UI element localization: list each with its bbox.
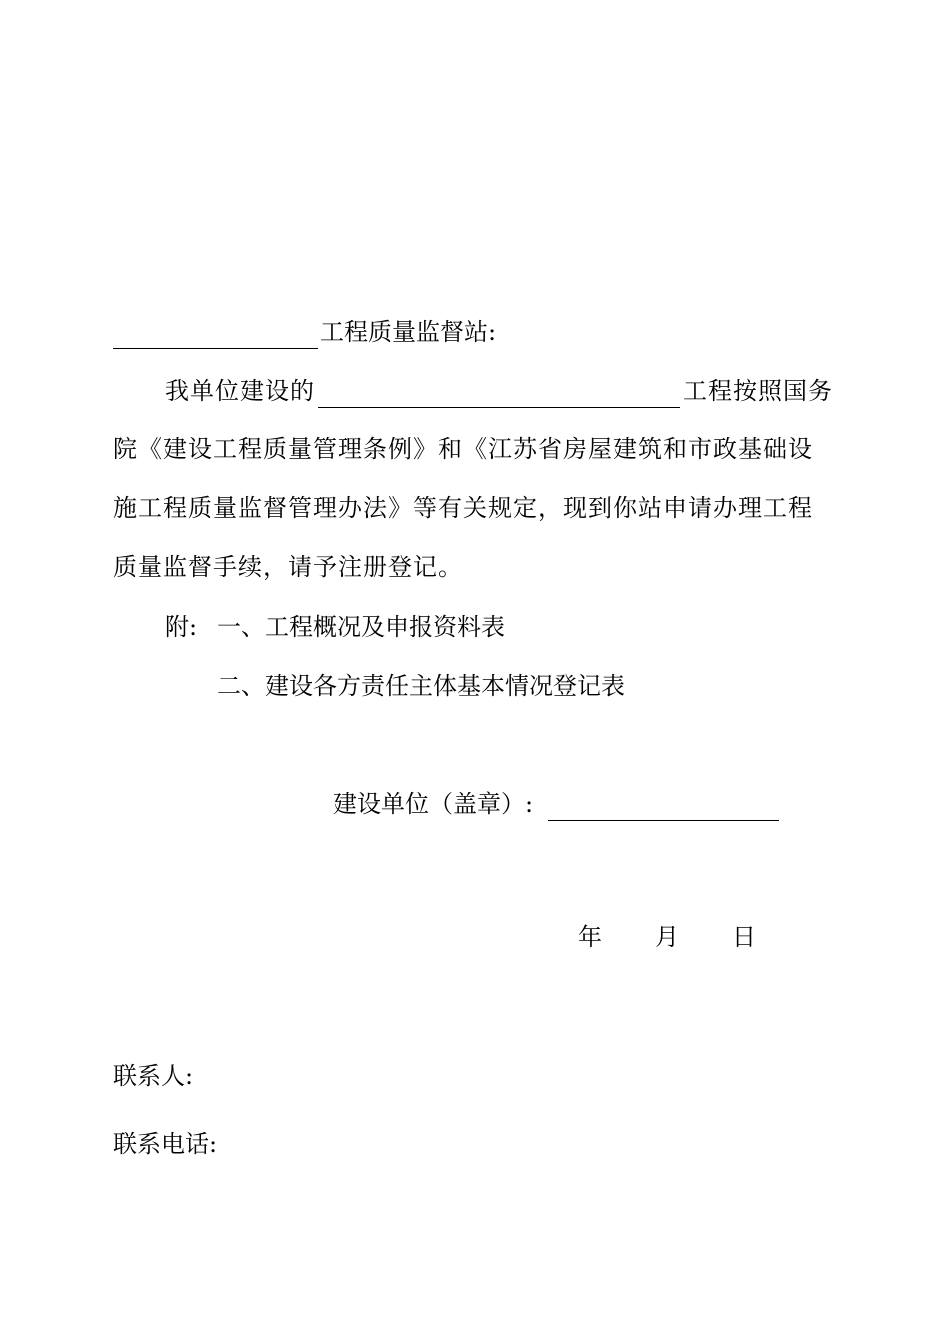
date-day: 日 [732, 923, 756, 951]
letter-line-3: 施工程质量监督管理办法》等有关规定，现到你站申请办理工程 [113, 494, 813, 522]
date-year: 年 [578, 923, 602, 951]
letter-line-4: 质量监督手续，请予注册登记。 [113, 553, 463, 581]
attachments-prefix: 附: [165, 613, 198, 641]
project-name-blank[interactable] [318, 407, 680, 408]
date-month: 月 [655, 923, 679, 951]
station-name-blank[interactable] [113, 348, 318, 349]
contact-person-label: 联系人: [113, 1062, 194, 1090]
contact-phone-label: 联系电话: [113, 1130, 218, 1158]
seal-label: 建设单位（盖章）: [333, 790, 534, 818]
letter-after-blank: 工程按照国务 [683, 377, 833, 405]
letter-intro: 我单位建设的 [165, 377, 315, 405]
addressee-suffix: 工程质量监督站: [320, 318, 497, 346]
letter-line-2: 院《建设工程质量管理条例》和《江苏省房屋建筑和市政基础设 [113, 435, 813, 463]
attachment-item-1: 一、工程概况及申报资料表 [217, 613, 505, 641]
attachment-item-2: 二、建设各方责任主体基本情况登记表 [217, 672, 625, 700]
seal-blank[interactable] [548, 820, 779, 821]
